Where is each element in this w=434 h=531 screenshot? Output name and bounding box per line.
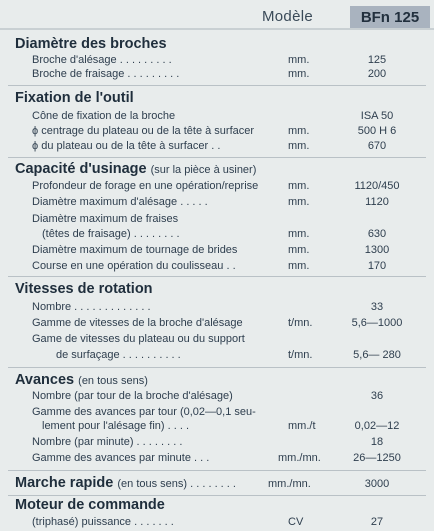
section-title-moteur-commande: Moteur de commande: [15, 497, 165, 513]
spec-label: lement pour l'alésage fin) . . . .: [42, 420, 190, 432]
section-title-avances: [15, 372, 148, 388]
spec-label: Gamme des avances par minute . . .: [32, 452, 210, 464]
spec-value: 1300: [364, 244, 390, 256]
section-title-capacite-usinage: [15, 161, 256, 177]
spec-unit: mm.: [288, 54, 310, 66]
spec-row: [0, 317, 434, 331]
section-divider: [8, 276, 426, 277]
spec-value: 125: [367, 54, 387, 66]
section-title-diametre-broches: Diamètre des broches: [15, 36, 167, 52]
spec-row: [0, 140, 434, 154]
spec-label: (triphasé) puissance . . . . . . .: [32, 516, 174, 528]
spec-row: [0, 110, 434, 124]
spec-unit: mm.: [288, 180, 310, 192]
spec-label: Nombre (par minute) . . . . . . . .: [32, 436, 183, 448]
spec-unit: mm.: [288, 196, 310, 208]
spec-row: [0, 333, 434, 347]
spec-label: Profondeur de forage en une opération/reprise: [32, 180, 259, 192]
spec-label: Nombre . . . . . . . . . . . . .: [32, 301, 151, 313]
spec-row: [0, 196, 434, 210]
spec-value: 1120: [365, 196, 389, 208]
section-divider: [8, 367, 426, 368]
spec-row: [0, 420, 434, 434]
section-title-fixation-outil: Fixation de l'outil: [15, 90, 134, 106]
spec-value: 18: [370, 436, 384, 448]
spec-row: [0, 452, 434, 466]
spec-row: [0, 125, 434, 139]
spec-value: ISA 50: [360, 110, 394, 122]
spec-value: 5,6—1000: [351, 317, 403, 329]
spec-value: 33: [370, 301, 384, 313]
spec-label: ϕ du plateau ou de la tête à surfacer . .: [32, 140, 221, 152]
spec-row: [0, 68, 434, 82]
spec-label: ϕ centrage du plateau ou de la tête à surfacer: [32, 125, 255, 137]
spec-unit: t/mn.: [288, 349, 313, 361]
spec-unit: mm./t: [288, 420, 316, 432]
model-label: Modèle: [262, 8, 313, 25]
spec-label: Broche de fraisage . . . . . . . . .: [32, 68, 180, 80]
spec-label: de surfaçage . . . . . . . . . .: [56, 349, 181, 361]
section-note: (sur la pièce à usiner): [150, 164, 257, 176]
spec-row: [0, 228, 434, 242]
spec-row: [0, 478, 434, 492]
spec-label: Cône de fixation de la broche: [32, 110, 176, 122]
spec-label: Diamètre maximum de tournage de brides: [32, 244, 238, 256]
spec-row: [0, 180, 434, 194]
spec-label: Gamme de vitesses de la broche d'alésage: [32, 317, 243, 329]
spec-row: [0, 54, 434, 68]
spec-label: Diamètre maximum de fraises: [32, 213, 179, 225]
spec-label: (têtes de fraisage) . . . . . . . .: [42, 228, 180, 240]
section-title-text: Capacité d'usinage: [15, 161, 147, 177]
spec-row: [0, 390, 434, 404]
spec-unit: mm.: [288, 228, 310, 240]
spec-value: 1120/450: [354, 180, 400, 192]
spec-unit: mm.: [288, 125, 310, 137]
spec-unit: mm.: [288, 140, 310, 152]
spec-row: [0, 516, 434, 530]
spec-label: Diamètre maximum d'alésage . . . . .: [32, 196, 208, 208]
header-divider: [0, 28, 434, 30]
spec-value: 3000: [364, 478, 390, 490]
section-divider: [8, 85, 426, 86]
spec-value: 500 H 6: [357, 125, 397, 137]
spec-value: 36: [370, 390, 384, 402]
spec-row: [0, 301, 434, 315]
spec-value: 26—1250: [353, 452, 401, 464]
section-title-text: Avances: [15, 372, 75, 388]
spec-label: Nombre (par tour de la broche d'alésage): [32, 390, 233, 402]
spec-value: 5,6— 280: [353, 349, 401, 361]
spec-unit: CV: [288, 516, 304, 528]
spec-label: Game de vitesses du plateau ou du support: [32, 333, 245, 345]
spec-unit: mm./mn.: [278, 452, 321, 464]
section-title-vitesses-rotation: Vitesses de rotation: [15, 281, 153, 297]
spec-value: 630: [367, 228, 387, 240]
model-header: [0, 6, 434, 28]
model-value: BFn 125: [350, 6, 430, 28]
spec-value: 200: [367, 68, 387, 80]
spec-value: 670: [367, 140, 387, 152]
section-title-text: Marche rapide: [15, 475, 114, 491]
spec-value: 170: [367, 260, 387, 272]
spec-unit: mm.: [288, 260, 310, 272]
section-note: (en tous sens) . . . . . . . .: [117, 478, 236, 490]
spec-row: [0, 260, 434, 274]
spec-row: [0, 349, 434, 363]
spec-unit: mm.: [288, 68, 310, 80]
spec-unit: mm./mn.: [268, 478, 311, 490]
spec-label: Course en une opération du coulisseau . .: [32, 260, 236, 272]
spec-label: Gamme des avances par tour (0,02—0,1 seu-: [32, 406, 256, 418]
section-divider: [8, 470, 426, 471]
spec-unit: t/mn.: [288, 317, 313, 329]
section-note: (en tous sens): [78, 375, 148, 387]
spec-row: [0, 244, 434, 258]
spec-row: [0, 406, 434, 420]
spec-value: 27: [370, 516, 384, 528]
spec-unit: mm.: [288, 244, 310, 256]
spec-value: 0,02—12: [354, 420, 400, 432]
spec-row: [0, 436, 434, 450]
section-divider: [8, 495, 426, 496]
spec-label: Broche d'alésage . . . . . . . . .: [32, 54, 172, 66]
spec-row: [0, 213, 434, 227]
section-divider: [8, 157, 426, 158]
